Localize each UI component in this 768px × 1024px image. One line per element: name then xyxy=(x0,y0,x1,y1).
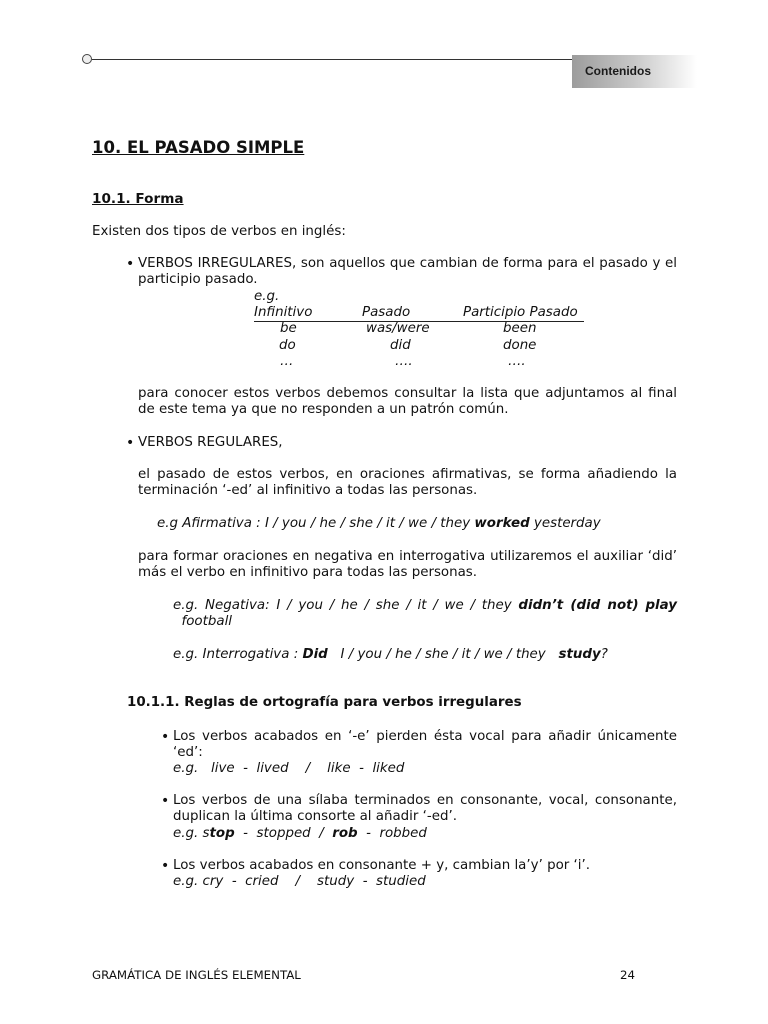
table-cell: been xyxy=(503,321,537,336)
rule-example: e.g. stop - stopped / rob - robbed xyxy=(173,826,427,841)
irregular-note: para conocer estos verbos debemos consultar la lista que adjuntamos al final de este tema ya que no responden a un patrón común. xyxy=(138,386,677,418)
rule-text: Los verbos acabados en consonante + y, cambian la’y’ por ‘i’. xyxy=(173,858,591,873)
section-heading: 10.1. Forma xyxy=(92,191,184,207)
table-cell: …. xyxy=(395,354,413,369)
subsection-heading: 10.1.1. Reglas de ortografía para verbos irregulares xyxy=(127,695,522,710)
rule-text: Los verbos de una sílaba terminados en consonante, vocal, consonante, duplican la última consorte al añadir ‘-ed’. xyxy=(173,793,677,825)
table-header-pasado: Pasado xyxy=(362,305,411,320)
table-cell: do xyxy=(279,338,296,353)
contents-tab-label: Contenidos xyxy=(585,64,651,78)
footer-book-title: GRAMÁTICA DE INGLÉS ELEMENTAL xyxy=(92,968,301,982)
rule-bullet: • xyxy=(161,729,170,745)
affirmative-example: e.g Afirmativa : I / you / he / she / it / we / they worked yesterday xyxy=(157,516,601,531)
regular-para-2: para formar oraciones en negativa en interrogativa utilizaremos el auxiliar ‘did’ más el verbo en infinitivo para todas las personas. xyxy=(138,549,677,581)
header-circle-ornament xyxy=(82,54,92,64)
irregular-verbs-text: VERBOS IRREGULARES, son aquellos que cambian de forma para el pasado y el participio pasado. xyxy=(138,256,677,288)
contents-tab[interactable] xyxy=(572,55,697,88)
rule-bullet: • xyxy=(161,858,170,874)
table-cell: did xyxy=(390,338,411,353)
header-rule xyxy=(92,59,572,60)
rule-text: Los verbos acabados en ‘-e’ pierden ésta vocal para añadir únicamente ‘ed’: xyxy=(173,729,677,761)
rule-example: e.g. live - lived / like - liked xyxy=(173,761,405,776)
intro-text: Existen dos tipos de verbos en inglés: xyxy=(92,224,346,239)
regular-para-1: el pasado de estos verbos, en oraciones afirmativas, se forma añadiendo la terminación ‘-ed’ al infinitivo a todas las personas. xyxy=(138,467,677,499)
page-number: 24 xyxy=(620,968,636,982)
rule-bullet: • xyxy=(161,793,170,809)
interrogative-example: e.g. Interrogativa : Did I / you / he / she / it / we / they study? xyxy=(173,647,608,662)
negative-example: e.g. Negativa: I / you / he / she / it / we / they didn’t (did not) play football xyxy=(173,598,677,630)
chapter-title: 10. EL PASADO SIMPLE xyxy=(92,138,305,157)
table-cell: be xyxy=(280,321,297,336)
rule-example: e.g. cry - cried / study - studied xyxy=(173,874,426,889)
table-header-infinitivo: Infinitivo xyxy=(254,305,313,320)
regular-verbs-text: VERBOS REGULARES, xyxy=(138,435,283,450)
table-cell: …. xyxy=(508,354,526,369)
table-eg-label: e.g. xyxy=(254,289,280,304)
table-cell: was/were xyxy=(366,321,430,336)
table-cell: done xyxy=(503,338,537,353)
table-cell: … xyxy=(280,354,294,369)
table-header-participio: Participio Pasado xyxy=(463,305,578,320)
bullet-regular: • xyxy=(126,435,135,451)
bullet-irregular: • xyxy=(126,256,135,272)
